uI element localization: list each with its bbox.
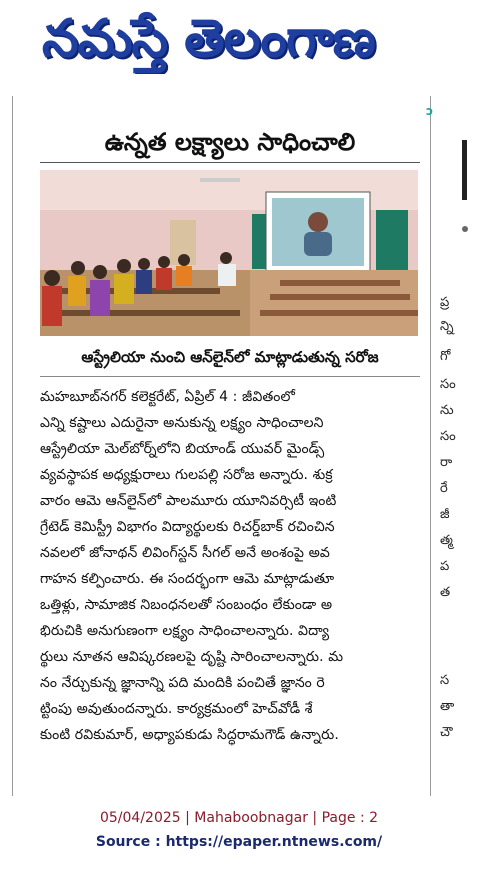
column-divider <box>12 96 13 796</box>
newspaper-logo: నమస్తే తెలంగాణ <box>42 9 375 69</box>
masthead <box>0 0 478 80</box>
article-line: ఎన్ని కష్టాలు ఎదురైనా అనుకున్న లక్ష్యం సాధించాలని <box>40 415 324 431</box>
side-column-line: న్ని <box>440 319 454 334</box>
article-line: నవలలో జోనాథన్ లివింగ్‌స్టన్ సీగల్ అనే అంశంపై అవ <box>40 545 330 561</box>
article-line: కుంటి రవికుమార్, అధ్యాపకుడు సిద్ధరామగౌడ్ ఉన్నారు. <box>40 727 339 743</box>
side-column-line: ప <box>440 559 450 574</box>
article-line: గాహన కల్పించారు. ఈ సందర్భంగా ఆమె మాట్లాడుతూ <box>40 571 335 587</box>
footer-date-line: 05/04/2025 | Mahaboobnagar | Page : 2 <box>99 810 379 826</box>
side-column-line: తా <box>440 699 455 714</box>
article-line: ఆస్ట్రేలియా మెల్‌బోర్న్‌లోని బియాండ్ యువర్ మైండ్స్ <box>40 441 325 457</box>
article-clipping <box>0 96 478 796</box>
article-line: వారం ఆమె ఆన్‌లైన్‌లో పాలమూరు యూనివర్సిటీ ఇంటి <box>40 493 337 509</box>
article-line: మహబూబ్‌నగర్ కలెక్టరేట్, ఏప్రిల్ 4 : జీవితంలో <box>40 389 296 405</box>
article-body <box>40 384 420 748</box>
photo-caption: ఆస్ట్రేలియా నుంచి ఆన్‌లైన్‌లో మాట్లాడుతున్న సరోజ <box>81 348 379 366</box>
article-headline: ఉన్నత లక్ష్యాలు సాధించాలి <box>104 128 356 156</box>
side-column-line: త <box>440 585 451 600</box>
side-column-line: గో <box>440 349 451 364</box>
divider <box>40 376 420 377</box>
side-column-line: త్మ <box>440 533 453 548</box>
side-column-line: సం <box>440 429 456 444</box>
column-divider <box>430 96 431 796</box>
side-column-line: చౌ <box>440 725 453 740</box>
side-column-line: స <box>440 673 450 688</box>
article-line: భిరుచికి అనుగుణంగా లక్ష్యం సాధించాలన్నారు. విద్యా <box>40 623 330 639</box>
side-column-line: ను <box>440 403 454 418</box>
article-line: ర్థులు నూతన ఆవిష్కరణలపై దృష్టి సారించాలన్నారు. మ <box>40 649 344 665</box>
side-column-line: రే <box>440 481 448 496</box>
divider <box>40 162 420 163</box>
article-photo <box>40 170 418 336</box>
leaf-icon: ↄ <box>426 104 434 118</box>
side-column-line: రా <box>440 455 453 470</box>
side-column-line: సం <box>440 377 456 392</box>
article-line: ఒత్తిళ్లు, సామాజిక నిబంధనలతో సంబంధం లేకుండా అ <box>40 597 333 613</box>
article-line: గ్రేటెడ్ కెమిస్ట్రీ విభాగం విద్యార్థులకు రిచర్డ్‌బాక్ రచించిన <box>40 519 335 535</box>
footer-source-line[interactable]: Source : https://epaper.ntnews.com/ <box>95 834 383 850</box>
article-line: ట్టింపు అవుతుందన్నారు. కార్యక్రమంలో హెచ్‌వోడీ శే <box>40 701 313 717</box>
side-column-line: ప్ర <box>440 295 450 310</box>
article-line: నం నేర్చుకున్న జ్ఞానాన్ని పది మందికి పంచితే జ్ఞానం రె <box>40 675 325 691</box>
article-line: వ్యవస్థాపక అధ్యక్షురాలు గులపల్లి సరోజ అన్నారు. శుక్ర <box>40 467 333 483</box>
side-column-line: జీ <box>440 507 450 522</box>
adjacent-headline-fragment <box>462 140 478 200</box>
bullet-icon <box>462 226 468 232</box>
